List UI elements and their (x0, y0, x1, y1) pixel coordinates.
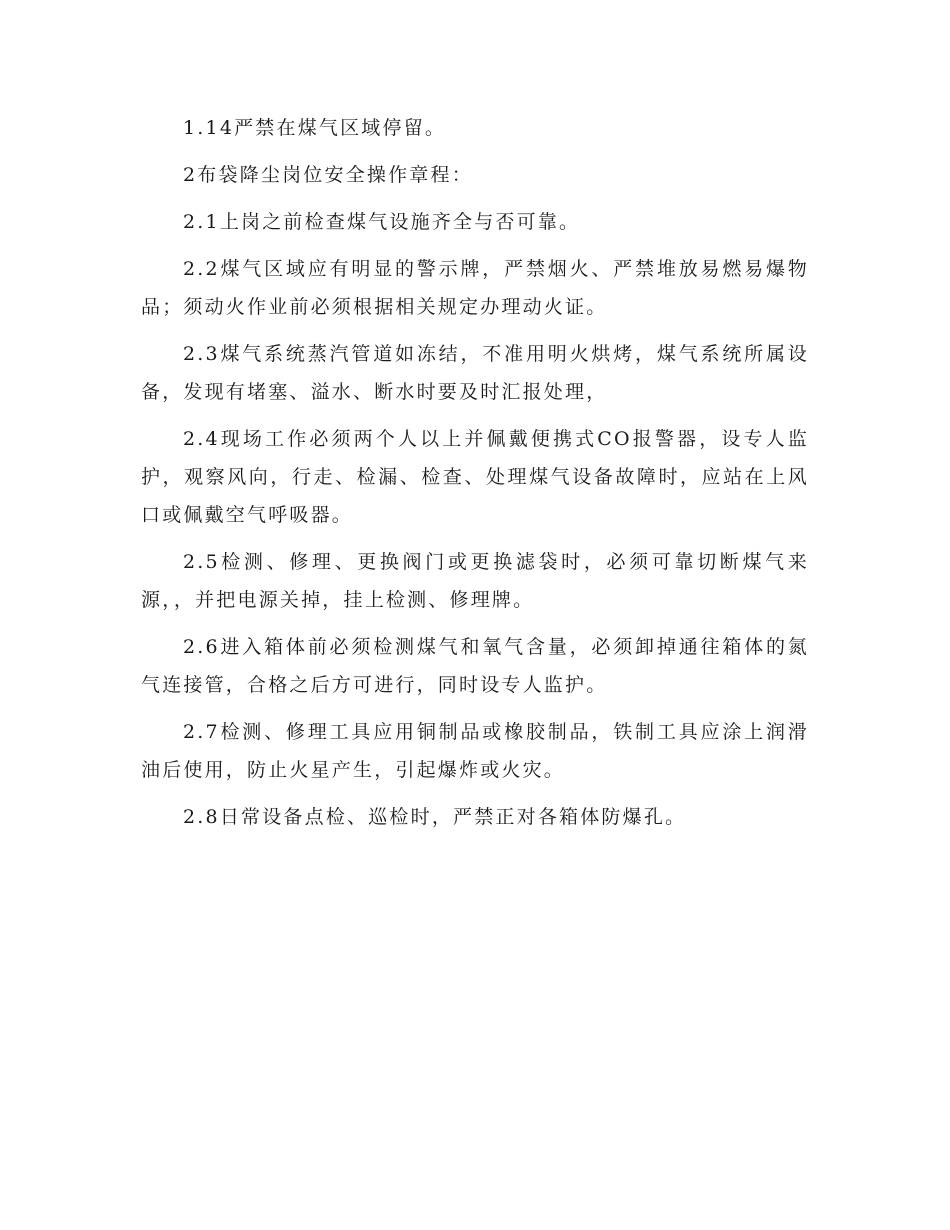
paragraph-2-4: 2.4现场工作必须两个人以上并佩戴便携式CO报警器，设专人监护，观察风向，行走、检漏、检查、处理煤气设备故障时，应站在上风口或佩戴空气呼吸器。 (141, 428, 809, 526)
paragraph-2-8: 2.8日常设备点检、巡检时，严禁正对各箱体防爆孔。 (183, 806, 687, 828)
section-heading-2: 2布袋降尘岗位安全操作章程： (183, 164, 473, 186)
paragraph-2-1: 2.1上岗之前检查煤气设施齐全与否可靠。 (183, 211, 581, 233)
paragraph-1-14: 1.14严禁在煤气区域停留。 (183, 117, 447, 139)
paragraph-2-3: 2.3煤气系统蒸汽管道如冻结，不准用明火烘烤，煤气系统所属设备，发现有堵塞、溢水、断水时要及时汇报处理， (141, 343, 809, 403)
document-body (141, 109, 809, 845)
paragraph-2-5: 2.5检测、修理、更换阀门或更换滤袋时，必须可靠切断煤气来源，，并把电源关掉，挂上检测、修理牌。 (141, 551, 809, 611)
paragraph-2-6: 2.6进入箱体前必须检测煤气和氧气含量，必须卸掉通往箱体的氮气连接管，合格之后方可进行，同时设专人监护。 (141, 636, 809, 696)
paragraph-2-7: 2.7检测、修理工具应用铜制品或橡胶制品，铁制工具应涂上润滑油后使用，防止火星产生，引起爆炸或火灾。 (141, 721, 809, 781)
paragraph-2-2: 2.2煤气区域应有明显的警示牌，严禁烟火、严禁堆放易燃易爆物品；须动火作业前必须根据相关规定办理动火证。 (141, 258, 809, 318)
